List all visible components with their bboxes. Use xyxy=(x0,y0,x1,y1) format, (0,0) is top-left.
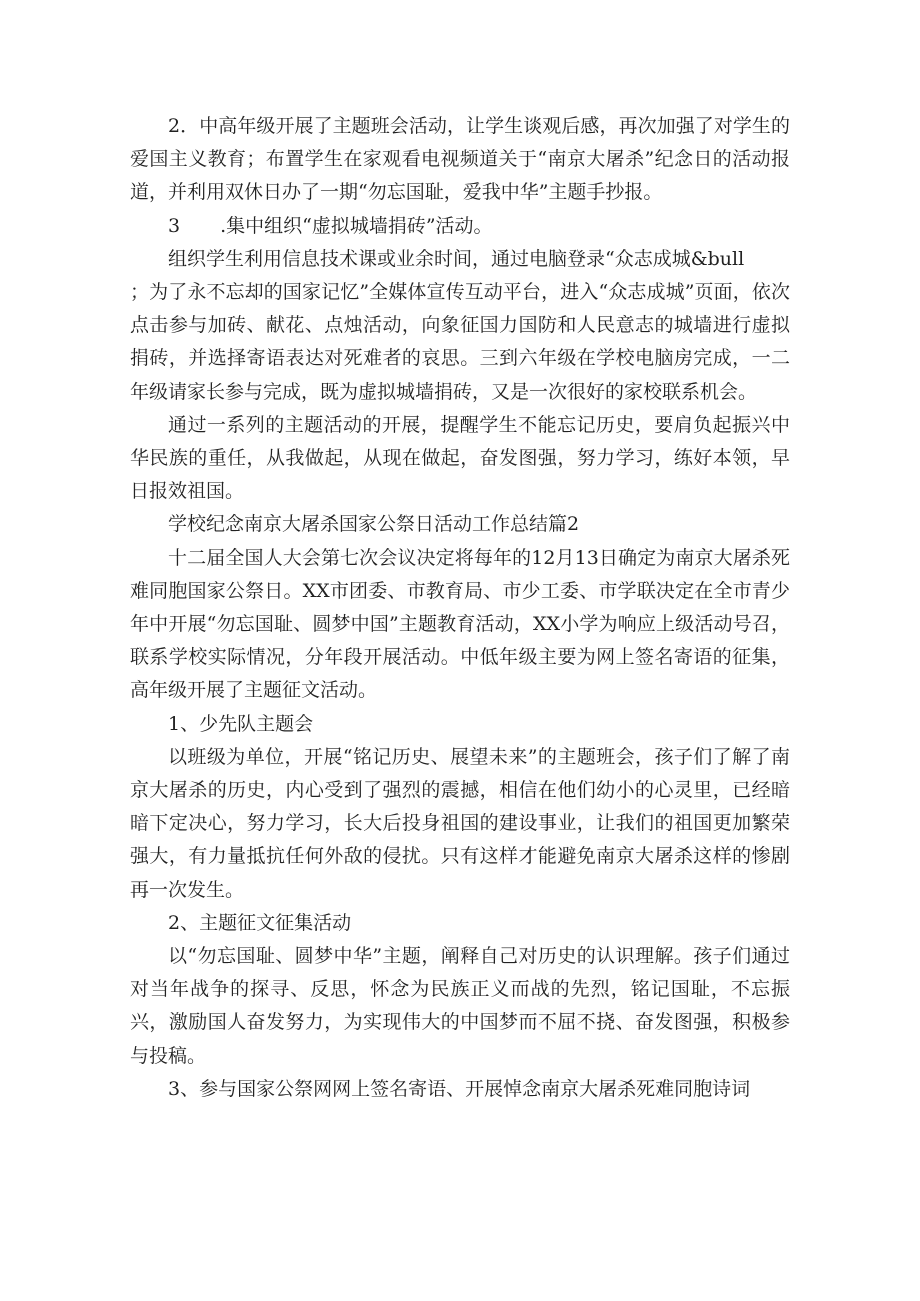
paragraph-conclusion: 通过一系列的主题活动的开展，提醒学生不能忘记历史，要肩负起振兴中华民族的重任，从我做起，从现在做起，奋发图强，努力学习，练好本领，早日报效祖国。 xyxy=(130,413,790,503)
paragraph-class-meeting: 以班级为单位，开展“铭记历史、展望未来”的主题班会，孩子们了解了南京大屠杀的历史，内心受到了强烈的震撼，相信在他们幼小的心灵里，已经暗暗下定决心，努力学习，长大后投身祖国的建设事业，让我们的祖国更加繁荣强大，有力量抵抗任何外敌的侵扰。只有这样才能避免南京大屠杀这样的惨剧再一次发生。 xyxy=(130,745,790,901)
paragraph-memorial-day: 十二届全国人大会第七次会议决定将每年的12月13日确定为南京大屠杀死难同胞国家公祭日。XX市团委、市教育局、市少工委、市学联决定在全市青少年中开展“勿忘国耻、圆梦中国”主题教育活动，XX小学为响应上级活动号召，联系学校实际情况，分年段开展活动。中低年级主要为网上签名寄语的征集，高年级开展了主题征文活动。 xyxy=(130,546,790,702)
heading-pioneer-meeting: 1、少先队主题会 xyxy=(168,712,314,735)
paragraph-virtual-brick: ；为了永不忘却的国家记忆”全媒体宣传互动平台，进入“众志成城”页面，依次点击参与加砖、献花、点烛活动，向象征国力国防和人民意志的城墙进行虚拟捐砖，并选择寄语表达对死难者的哀思。三到六年级在学校电脑房完成，一二年级请家长参与完成，既为虚拟城墙捐砖，又是一次很好的家校联系机会。 xyxy=(130,281,790,403)
heading-essay-activity: 2、主题征文征集活动 xyxy=(168,911,352,934)
heading-virtual-wall xyxy=(130,210,790,243)
item-number: 3 xyxy=(168,214,181,237)
paragraph-grade-activities: 2．中高年级开展了主题班会活动，让学生谈观后感，再次加强了对学生的爱国主义教育；布置学生在家观看电视频道关于“南京大屠杀”纪念日的活动报道，并利用双休日办了一期“勿忘国耻，爱我中华”主题手抄报。 xyxy=(130,115,790,204)
paragraph-login-platform: 组织学生利用信息技术课或业余时间，通过电脑登录“众志成城&bull xyxy=(168,247,745,270)
paragraph-essay: 以“勿忘国耻、圆梦中华”主题，阐释自己对历史的认识理解。孩子们通过对当年战争的探寻、反思，怀念为民族正义而战的先烈，铭记国耻，不忘振兴，激励国人奋发努力，为实现伟大的中国梦而不屈不挠、奋发图强，积极参与投稿。 xyxy=(130,945,790,1067)
item-title: .集中组织“虚拟城墙捐砖”活动。 xyxy=(220,214,493,237)
document-body xyxy=(130,110,790,1106)
section-title-part2: 学校纪念南京大屠杀国家公祭日活动工作总结篇2 xyxy=(168,513,580,536)
heading-online-signature: 3、参与国家公祭网网上签名寄语、开展悼念南京大屠杀死难同胞诗词 xyxy=(168,1077,751,1100)
